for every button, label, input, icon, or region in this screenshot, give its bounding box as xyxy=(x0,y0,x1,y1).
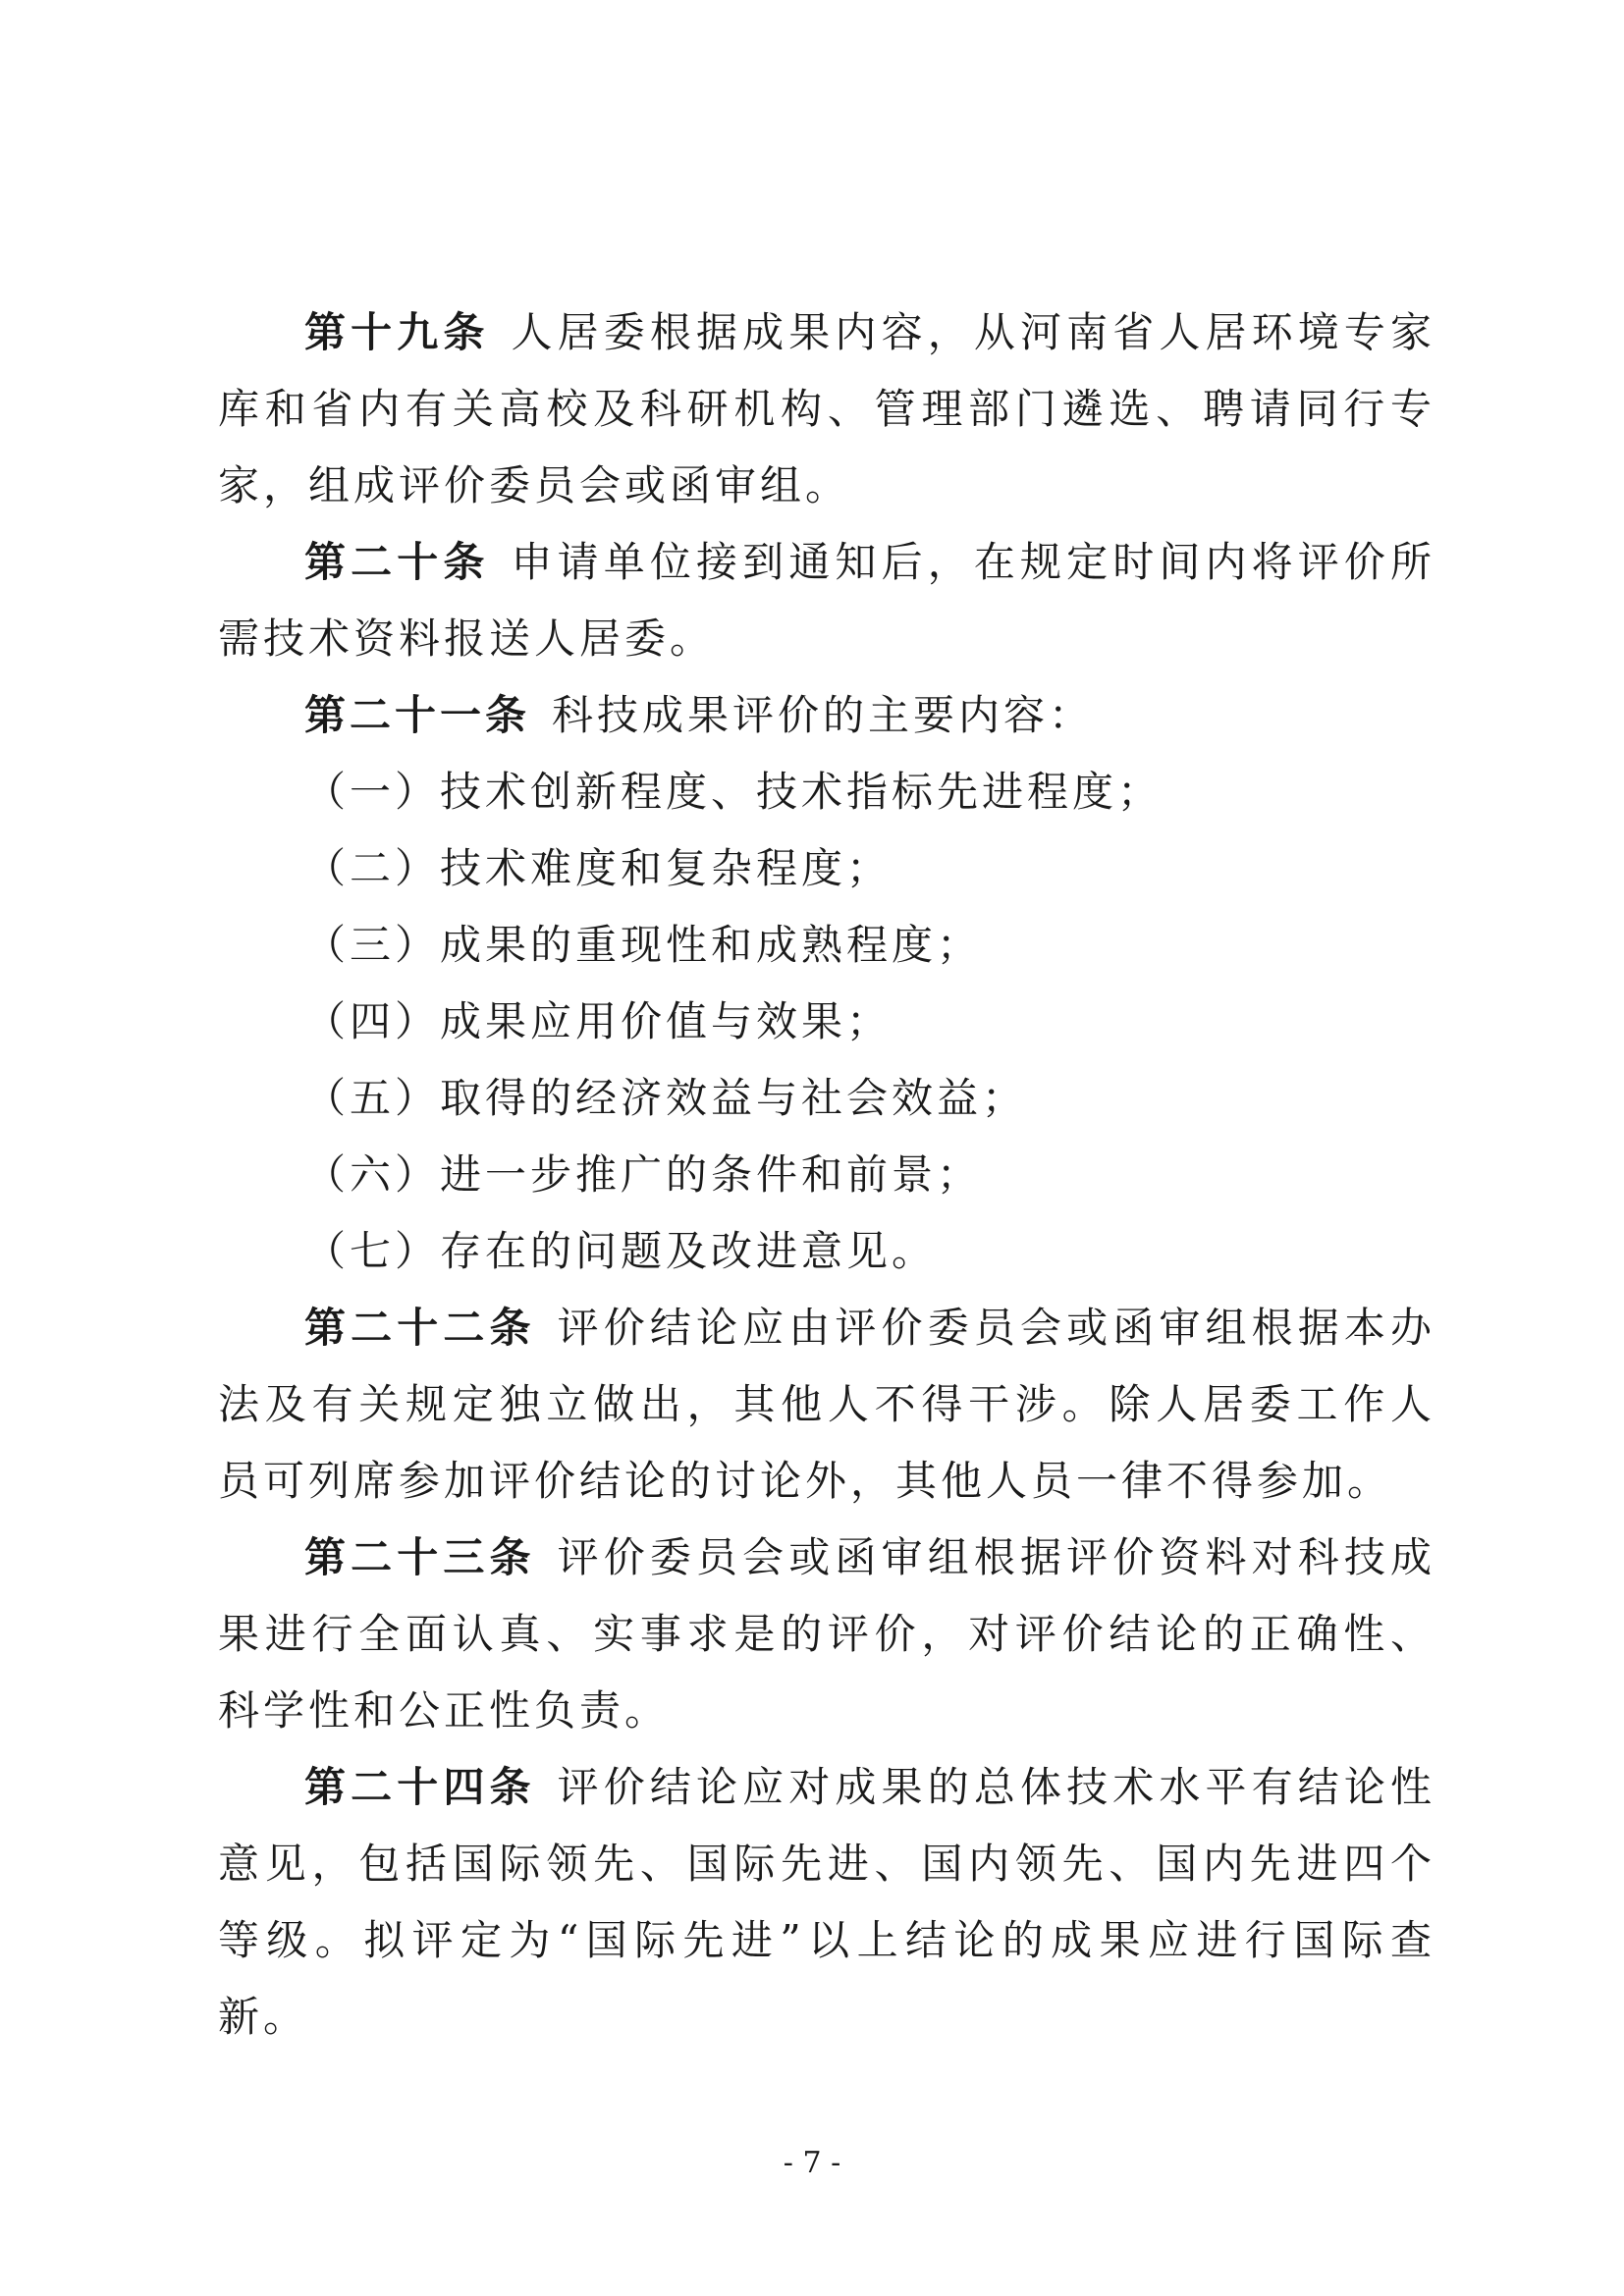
list-item: （四）成果应用价值与效果； xyxy=(304,997,893,1045)
list-item: （五）取得的经济效益与社会效益； xyxy=(304,1074,1028,1122)
article-20 xyxy=(218,524,1435,677)
article-text: 科技成果评价的主要内容： xyxy=(552,691,1095,739)
article-text: 评价结论应对成果的总体技术水平有结论性意见，包括国际领先、国际先进、国内领先、国内先进四个等级。拟评定为“国际先进”以上结论的成果应进行国际查新。 xyxy=(218,1763,1435,2041)
page-content xyxy=(218,294,1435,2056)
article-text: 申请单位接到通知后，在规定时间内将评价所需技术资料报送人居委。 xyxy=(218,538,1435,663)
article-24 xyxy=(218,1749,1435,2056)
list-item: （六）进一步推广的条件和前景； xyxy=(304,1150,983,1199)
article-heading: 第二十四条 xyxy=(304,1763,536,1811)
article-23 xyxy=(218,1520,1435,1749)
article-heading: 第二十二条 xyxy=(304,1304,536,1352)
article-22 xyxy=(218,1290,1435,1520)
article-21 xyxy=(218,677,1435,754)
article-heading: 第二十三条 xyxy=(304,1533,536,1581)
list-item: （七）存在的问题及改进意见。 xyxy=(304,1227,938,1275)
list-item: （二）技术难度和复杂程度； xyxy=(304,844,893,892)
article-heading: 第二十一条 xyxy=(304,691,531,739)
article-19 xyxy=(218,294,1435,524)
article-text: 人居委根据成果内容，从河南省人居环境专家库和省内有关高校及科研机构、管理部门遴选、聘请同行专家，组成评价委员会或函审组。 xyxy=(218,308,1435,509)
article-heading: 第十九条 xyxy=(304,308,490,356)
list-item: （三）成果的重现性和成熟程度； xyxy=(304,921,983,969)
article-text: 评价结论应由评价委员会或函审组根据本办法及有关规定独立做出，其他人不得干涉。除人居委工作人员可列席参加评价结论的讨论外，其他人员一律不得参加。 xyxy=(218,1304,1435,1505)
page-number: - 7 - xyxy=(783,2146,841,2180)
article-heading: 第二十条 xyxy=(304,538,490,586)
list-item: （一）技术创新程度、技术指标先进程度； xyxy=(304,768,1164,816)
article-text: 评价委员会或函审组根据评价资料对科技成果进行全面认真、实事求是的评价，对评价结论的正确性、科学性和公正性负责。 xyxy=(218,1533,1435,1735)
